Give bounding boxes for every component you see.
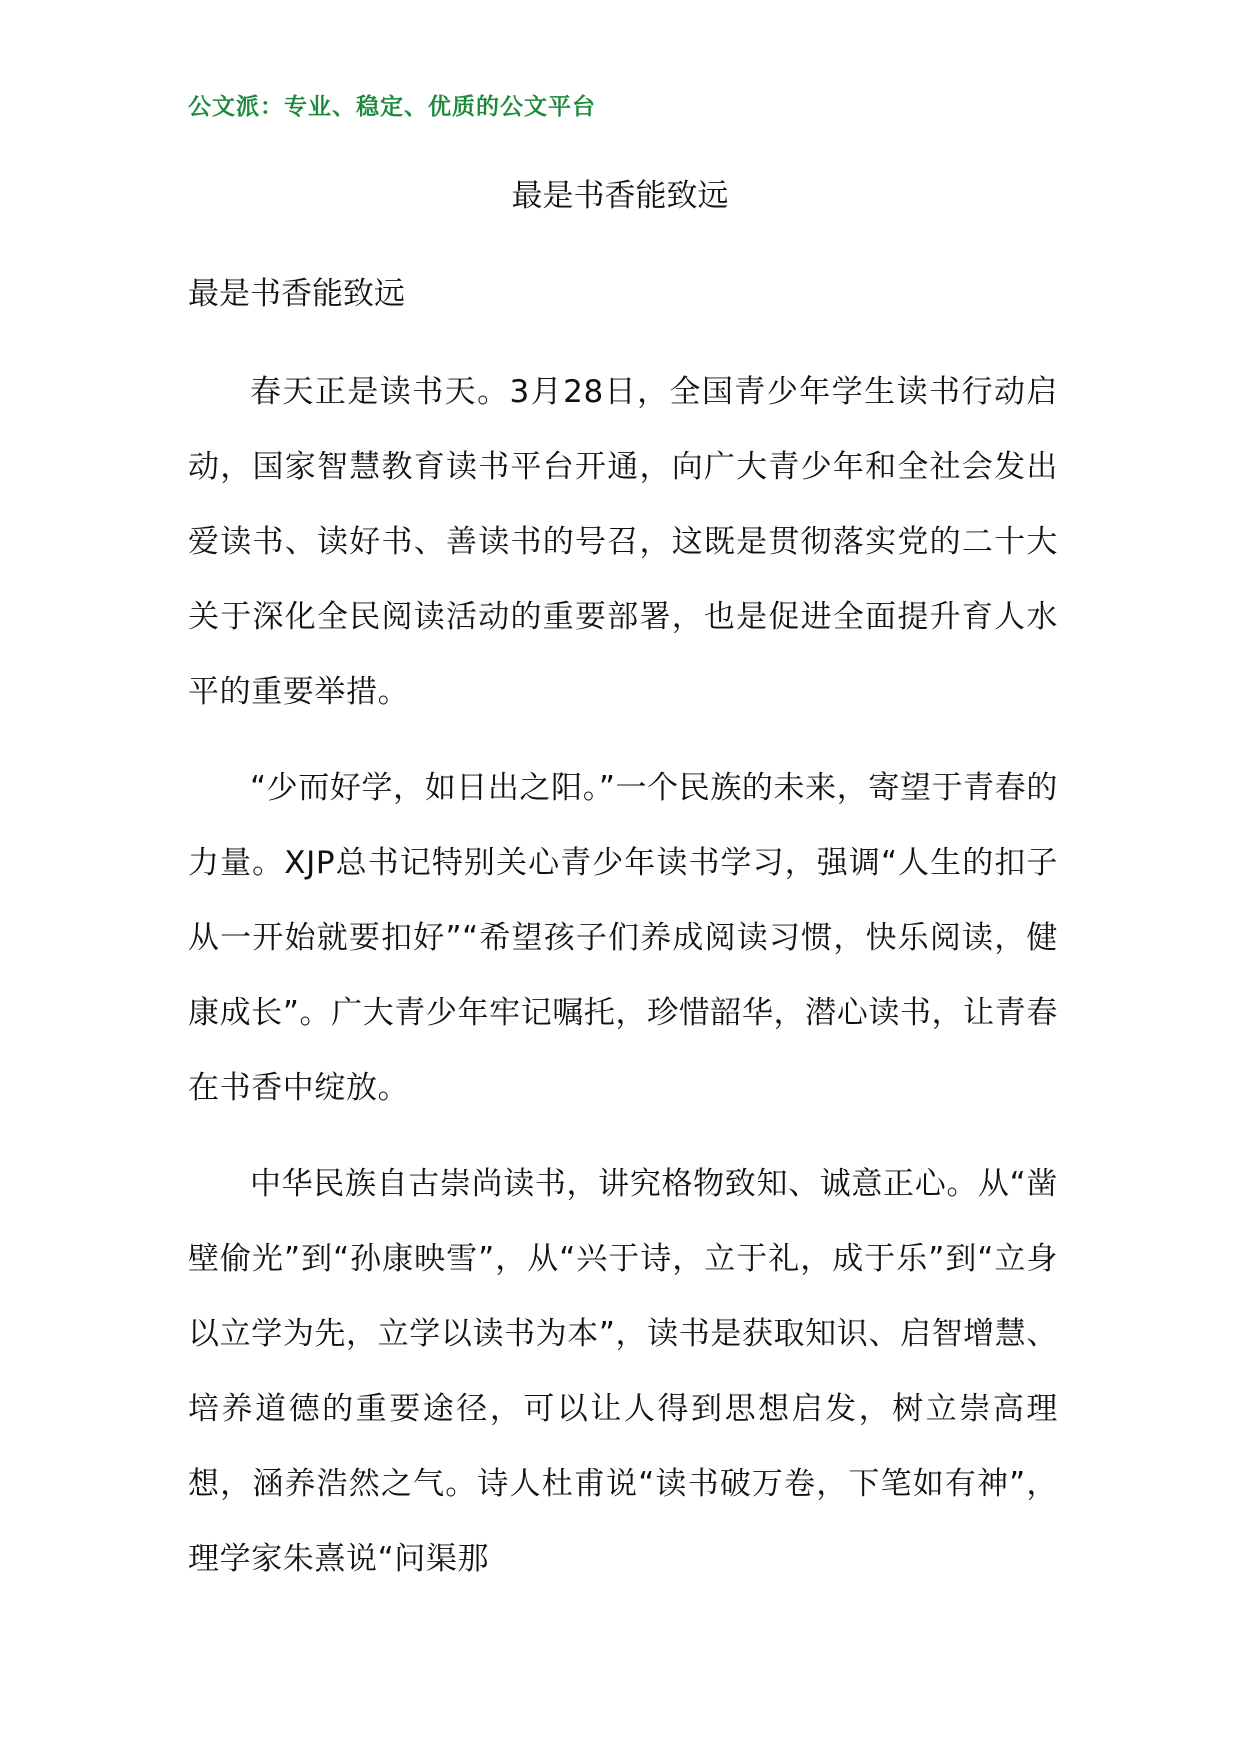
site-header-line: 公文派：专业、稳定、优质的公文平台 — [188, 94, 596, 120]
paragraph-3: 中华民族自古崇尚读书，讲究格物致知、诚意正心。从“凿壁偷光”到“孙康映雪”，从“兴于诗，立于礼，成于乐”到“立身以立学为先，立学以读书为本”，读书是获取知识、启智增慧、培养道德的重要途径，可以让人得到思想启发，树立崇高理想，涵养浩然之气。诗人杜甫说“读书破万卷，下笔如有神”，理学家朱熹说“问渠那 — [188, 1166, 1058, 1577]
document-subtitle: 最是书香能致远 — [188, 276, 405, 312]
document-body — [188, 355, 1058, 1597]
paragraph-2: “少而好学，如日出之阳。”一个民族的未来，寄望于青春的力量。XJP总书记特别关心青少年读书学习，强调“人生的扣子从一开始就要扣好”“希望孩子们养成阅读习惯，快乐阅读，健康成长”。广大青少年牢记嘱托，珍惜韶华，潜心读书，让青春在书香中绽放。 — [188, 770, 1058, 1106]
document-title: 最是书香能致远 — [511, 178, 729, 214]
paragraph-1: 春天正是读书天。3月28日，全国青少年学生读书行动启动，国家智慧教育读书平台开通，向广大青少年和全社会发出爱读书、读好书、善读书的号召，这既是贯彻落实党的二十大关于深化全民阅读活动的重要部署，也是促进全面提升育人水平的重要举措。 — [188, 374, 1058, 710]
